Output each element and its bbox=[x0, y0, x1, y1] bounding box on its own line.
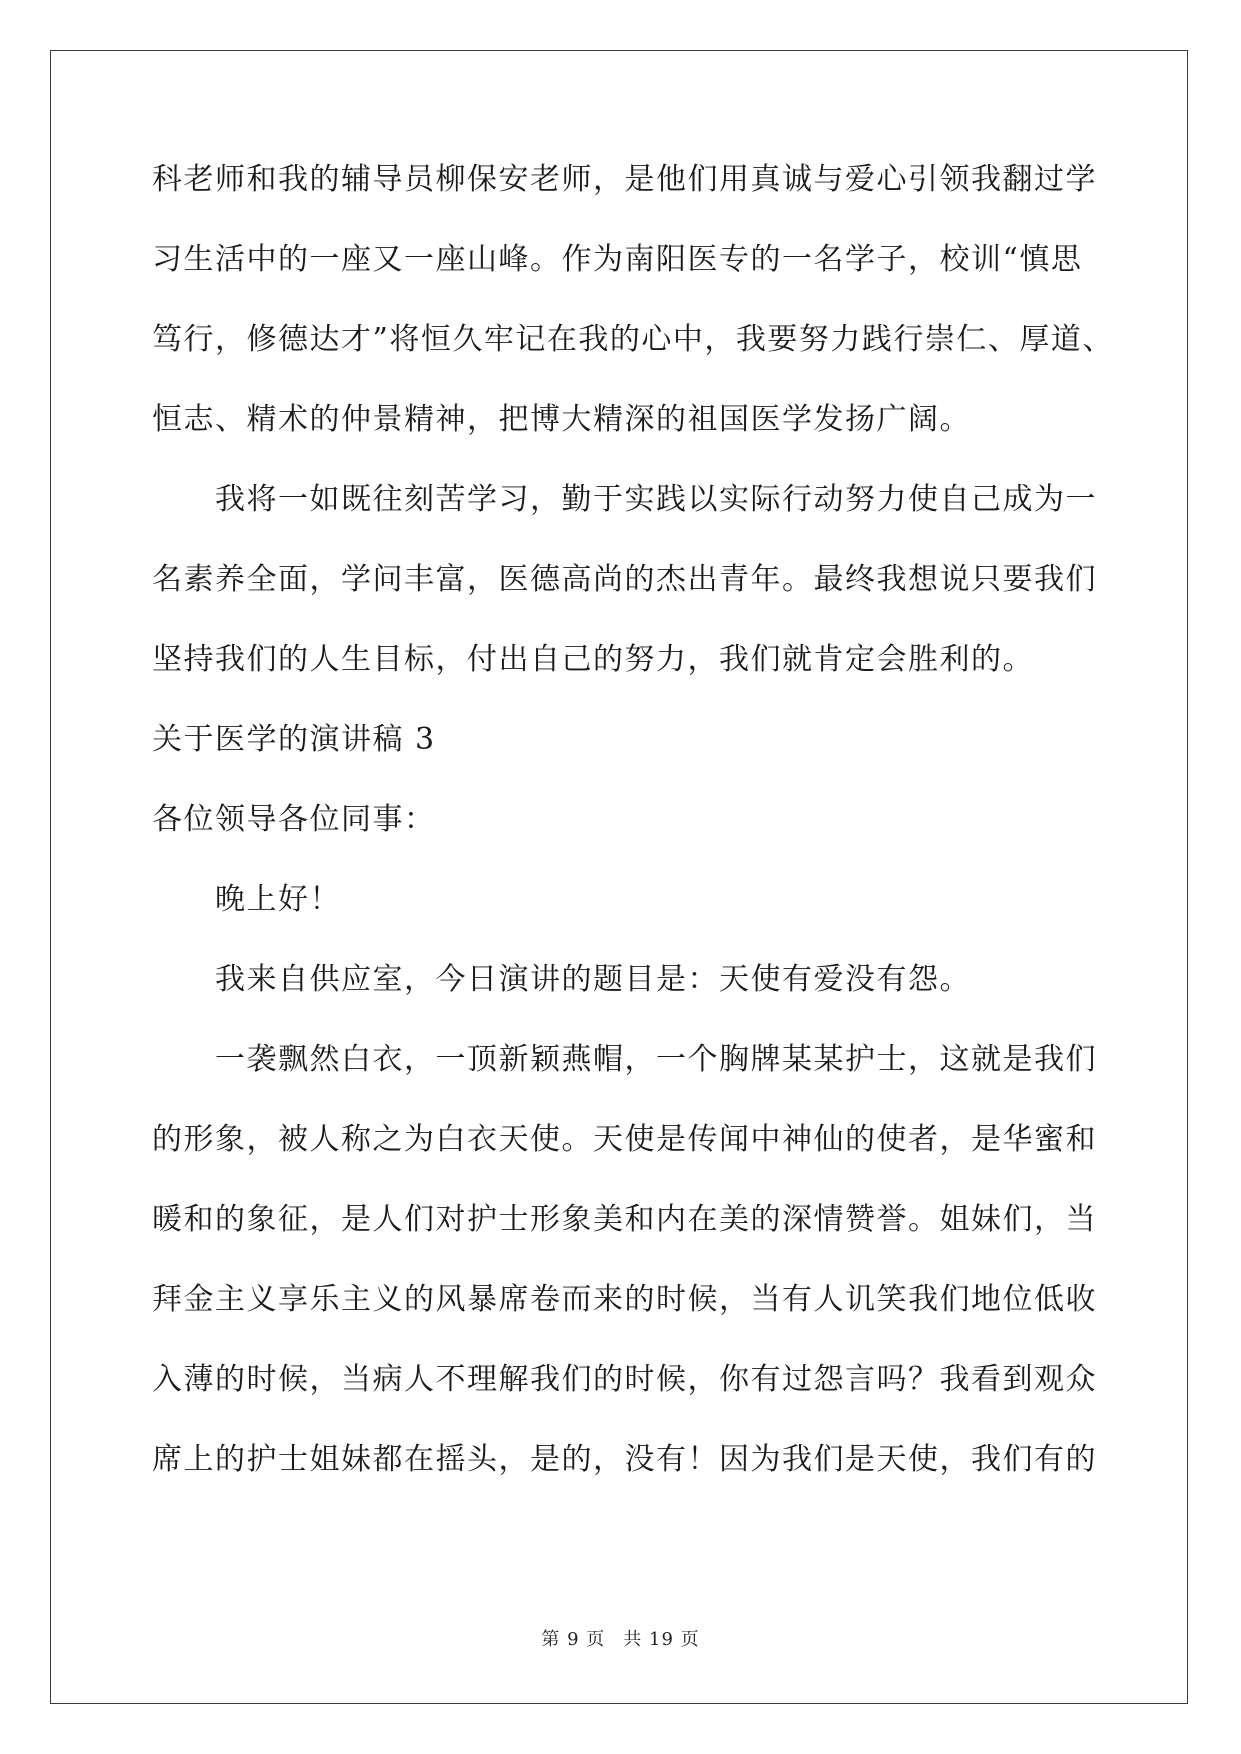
text-line: 一袭飘然白衣，一顶新颖燕帽，一个胸牌某某护士，这就是我们 bbox=[215, 1042, 1097, 1077]
greeting: 晚上好！ bbox=[215, 882, 341, 917]
text-line: 习生活中的一座又一座山峰。作为南阳医专的一名学子，校训“慎思 bbox=[152, 242, 1083, 277]
total-pages: 共 19 页 bbox=[623, 1629, 700, 1650]
text-line: 坚持我们的人生目标，付出自己的努力，我们就肯定会胜利的。 bbox=[152, 642, 1034, 677]
text-line: 拜金主义享乐主义的风暴席卷而来的时候，当有人讥笑我们地位低收 bbox=[152, 1282, 1097, 1317]
text-line: 入薄的时候，当病人不理解我们的时候，你有过怨言吗？我看到观众 bbox=[152, 1362, 1097, 1397]
text-line: 名素养全面，学问丰富，医德高尚的杰出青年。最终我想说只要我们 bbox=[152, 562, 1097, 597]
page-number: 第 9 页 bbox=[541, 1629, 606, 1650]
text-line: 恒志、精术的仲景精神，把博大精深的祖国医学发扬广阔。 bbox=[152, 402, 971, 437]
section-heading: 关于医学的演讲稿 3 bbox=[152, 722, 436, 757]
text-line: 科老师和我的辅导员柳保安老师，是他们用真诚与爱心引领我翻过学 bbox=[152, 162, 1097, 197]
page-footer bbox=[0, 1625, 1241, 1651]
text-line: 我将一如既往刻苦学习，勤于实践以实际行动努力使自己成为一 bbox=[215, 482, 1097, 517]
salutation: 各位领导各位同事： bbox=[152, 802, 436, 837]
document-body bbox=[152, 160, 1112, 1520]
text-line: 笃行，修德达才”将恒久牢记在我的心中，我要努力践行崇仁、厚道、 bbox=[152, 322, 1114, 357]
text-line: 暖和的象征，是人们对护士形象美和内在美的深情赞誉。姐妹们，当 bbox=[152, 1202, 1097, 1237]
text-line: 席上的护士姐妹都在摇头，是的，没有！因为我们是天使，我们有的 bbox=[152, 1442, 1097, 1477]
text-line: 的形象，被人称之为白衣天使。天使是传闻中神仙的使者，是华蜜和 bbox=[152, 1122, 1097, 1157]
text-line: 我来自供应室，今日演讲的题目是：天使有爱没有怨。 bbox=[215, 962, 971, 997]
